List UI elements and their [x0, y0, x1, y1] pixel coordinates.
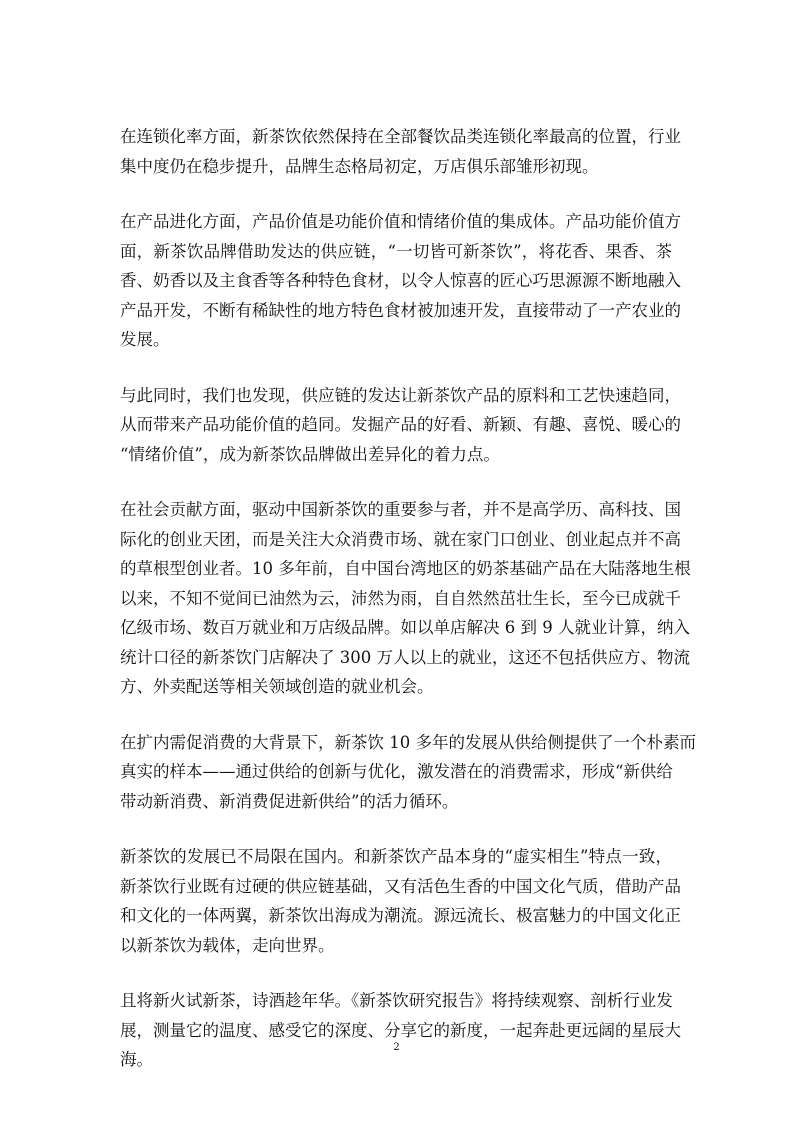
paragraph-going-global	[120, 842, 681, 960]
text-line: 带动新消费、新消费促进新供给”的活力循环。	[120, 791, 459, 811]
paragraph-chain-rate	[120, 122, 681, 181]
text-line: 的草根型创业者。10 多年前，自中国台湾地区的奶茶基础产品在大陆落地生根	[120, 559, 691, 578]
text-line: 在产品进化方面，产品价值是功能价值和情绪价值的集成体。产品功能价值方	[120, 212, 681, 231]
page-number: 2	[393, 1042, 400, 1053]
text-line: 且将新火试新茶，诗酒趁年华。《新茶饮研究报告》将持续观察、剖析行业发	[120, 991, 673, 1010]
text-line: 真实的样本——通过供给的创新与优化，激发潜在的消费需求，形成“新供给	[120, 762, 673, 781]
text-line: 海。	[120, 1050, 153, 1069]
text-line: 发展。	[120, 330, 170, 349]
text-line: 从而带来产品功能价值的趋同。发掘产品的好看、新颖、有趣、喜悦、暖心的	[120, 415, 681, 434]
text-line: 新茶饮行业既有过硬的供应链基础，又有活色生香的中国文化气质，借助产品	[120, 876, 681, 896]
text-line: “情绪价值”，成为新茶饮品牌做出差异化的着力点。	[120, 444, 500, 464]
text-line: 方、外卖配送等相关领域创造的就业机会。	[120, 677, 434, 696]
text-line: 在社会贡献方面，驱动中国新茶饮的重要参与者，并不是高学历、高科技、国	[120, 500, 681, 519]
text-line: 面，新茶饮品牌借助发达的供应链，“一切皆可新茶饮”，将花香、果香、茶	[120, 241, 672, 261]
text-line: 在连锁化率方面，新茶饮依然保持在全部餐饮品类连锁化率最高的位置，行业	[120, 127, 681, 146]
text-line: 产品开发，不断有稀缺性的地方特色食材被加速开发，直接带动了一产农业的	[120, 300, 681, 320]
text-line: 统计口径的新茶饮门店解决了 300 万人以上的就业，这还不包括供应方、物流	[120, 647, 690, 667]
body-text	[120, 122, 696, 1101]
text-line: 香、奶香以及主食香等各种特色食材，以令人惊喜的匠心巧思源源不断地融入	[120, 271, 681, 290]
text-line: 新茶饮的发展已不局限在国内。和新茶饮产品本身的“虚实相生”特点一致，	[120, 847, 672, 866]
text-line: 与此同时，我们也发现，供应链的发达让新茶饮产品的原料和工艺快速趋同，	[120, 385, 681, 405]
paragraph-product-evolution	[120, 207, 681, 355]
text-line: 际化的创业天团，而是关注大众消费市场、就在家门口创业、创业起点并不高	[120, 529, 681, 549]
text-line: 以新茶饮为载体，走向世界。	[120, 935, 335, 955]
text-line: 展，测量它的温度、感受它的深度、分享它的新度，一起奔赴更远阔的星辰大	[120, 1020, 681, 1040]
text-line: 亿级市场、数百万就业和万店级品牌。如以单店解决 6 到 9 人就业计算，纳入	[120, 618, 690, 637]
paragraph-social-contribution	[120, 495, 691, 702]
text-line: 以来，不知不觉间已油然为云，沛然为雨，自自然然茁壮生长，至今已成就千	[120, 588, 681, 608]
text-line: 在扩内需促消费的大背景下，新茶饮 10 多年的发展从供给侧提供了一个朴素而	[120, 732, 696, 752]
text-line: 集中度仍在稳步提升，品牌生态格局初定，万店俱乐部雏形初现。	[120, 156, 599, 176]
paragraph-closing	[120, 986, 681, 1075]
paragraph-domestic-demand	[120, 728, 696, 817]
text-line: 和文化的一体两翼，新茶饮出海成为潮流。源远流长、极富魅力的中国文化正	[120, 906, 681, 925]
paragraph-emotional-value	[120, 381, 681, 470]
